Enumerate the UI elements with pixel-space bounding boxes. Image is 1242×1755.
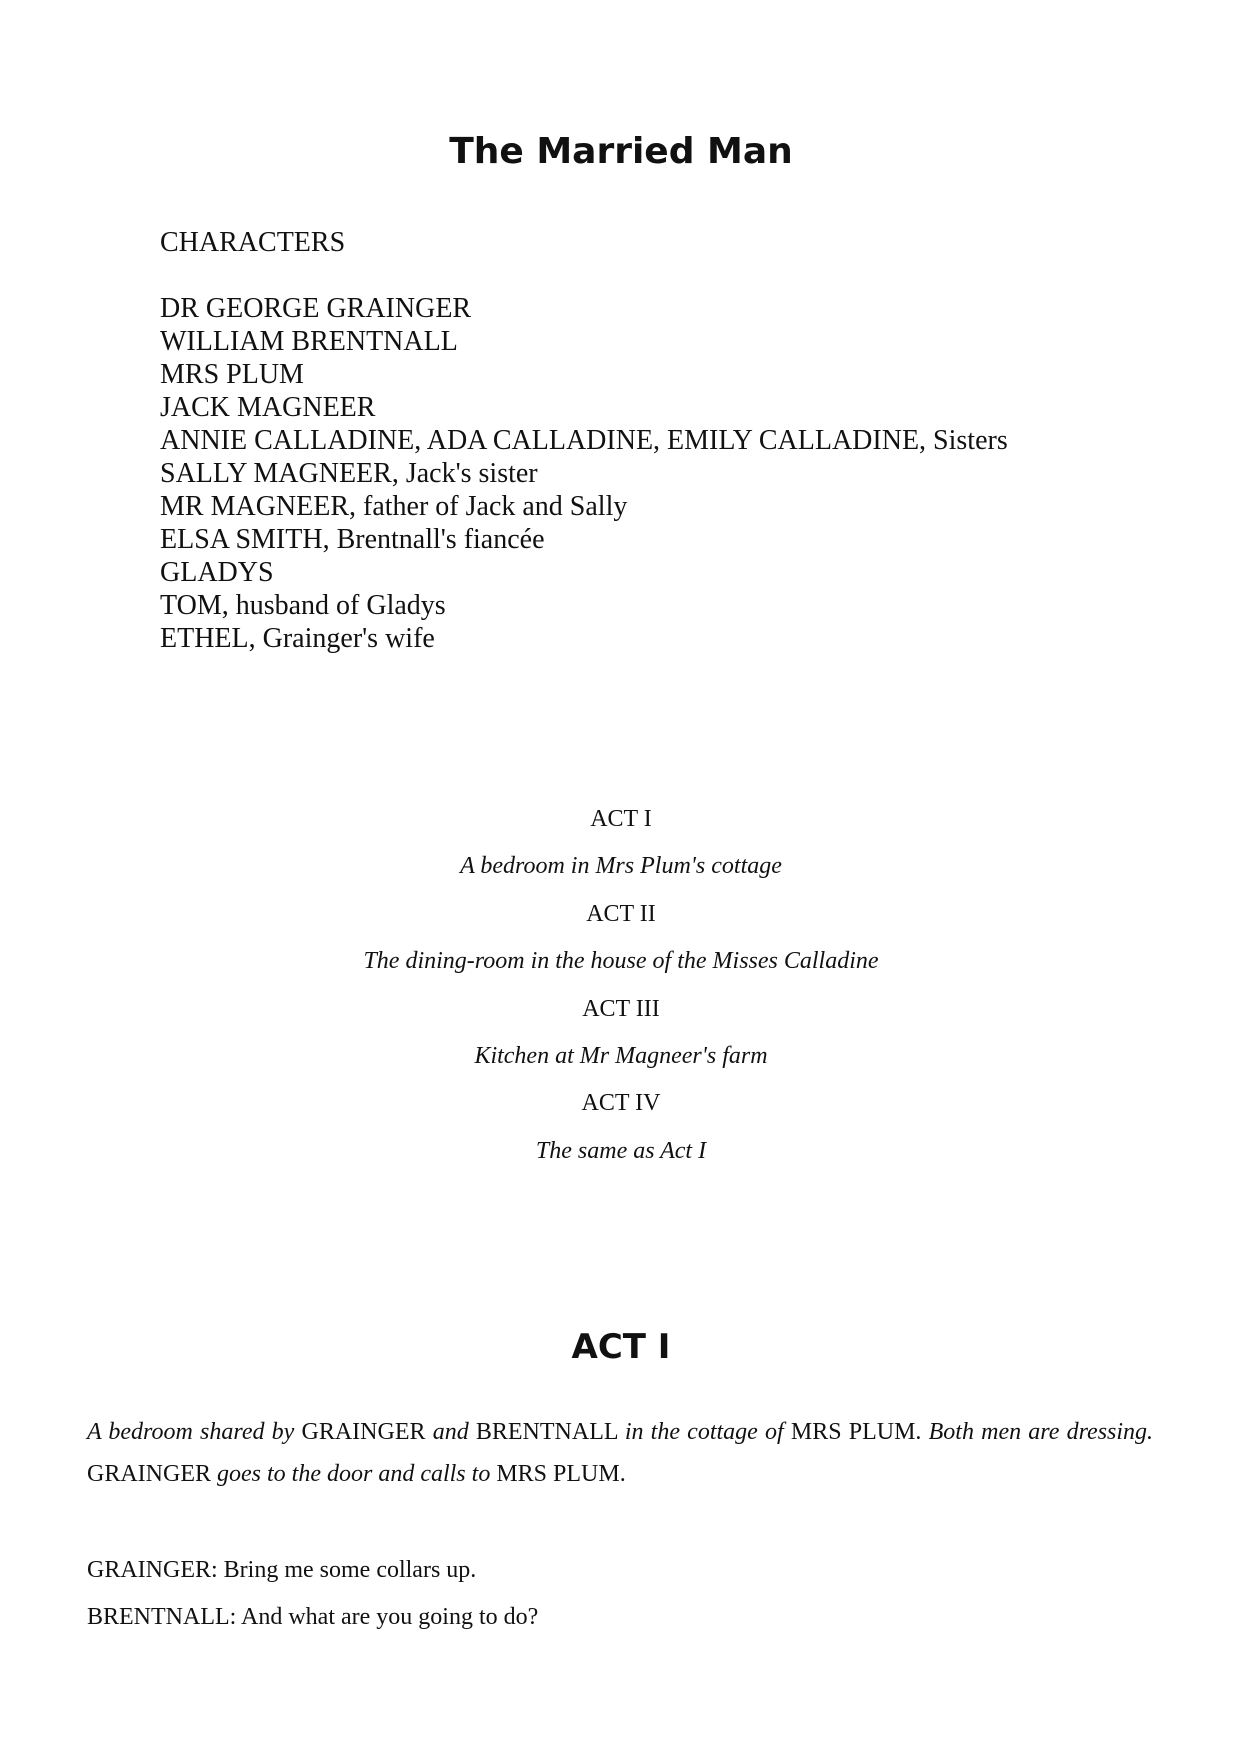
act-setting: The dining-room in the house of the Misses Calladine — [363, 948, 879, 975]
act-label: ACT III — [582, 995, 660, 1022]
dialogue-line: GRAINGER: Bring me some collars up. — [87, 1557, 477, 1583]
act-setting: A bedroom in Mrs Plum's cottage — [460, 853, 782, 880]
character-item: ETHEL, Grainger's wife — [160, 623, 435, 654]
character-name: BRENTNALL — [475, 1419, 618, 1445]
stage-direction-italic: and — [432, 1419, 469, 1445]
act-heading: ACT I — [571, 1327, 671, 1367]
character-name: GRAINGER — [87, 1461, 211, 1487]
stage-direction-italic: in the cottage of — [624, 1419, 784, 1445]
act-setting: Kitchen at Mr Magneer's farm — [474, 1043, 768, 1070]
act-setting: The same as Act I — [535, 1137, 707, 1164]
character-item: DR GEORGE GRAINGER — [160, 293, 472, 324]
character-item: GLADYS — [160, 557, 274, 588]
act-label: ACT IV — [581, 1090, 661, 1117]
dialogue-section — [87, 1547, 1153, 1641]
character-item: JACK MAGNEER — [160, 392, 376, 423]
character-item: TOM, husband of Gladys — [160, 590, 446, 621]
character-item: SALLY MAGNEER, Jack's sister — [160, 458, 538, 489]
character-name: MRS PLUM. — [790, 1419, 922, 1445]
character-item: MRS PLUM — [160, 359, 304, 390]
character-name: MRS PLUM. — [496, 1461, 626, 1487]
act-label: ACT II — [586, 900, 656, 927]
characters-section — [160, 226, 1160, 655]
characters-heading: CHARACTERS — [160, 227, 346, 258]
stage-direction — [87, 1411, 1153, 1495]
play-title: The Married Man — [449, 131, 793, 172]
dialogue-line: BRENTNALL: And what are you going to do? — [87, 1604, 539, 1630]
stage-direction-italic: goes to the door and calls to — [217, 1461, 491, 1487]
character-name: GRAINGER — [301, 1419, 426, 1445]
character-item: MR MAGNEER, father of Jack and Sally — [160, 491, 628, 522]
act-label: ACT I — [590, 806, 652, 832]
character-item: ANNIE CALLADINE, ADA CALLADINE, EMILY CALLADINE, Sisters — [160, 425, 1008, 456]
act-settings-list — [0, 796, 1242, 1175]
stage-direction-italic: A bedroom shared by — [87, 1419, 295, 1445]
character-item: ELSA SMITH, Brentnall's fiancée — [160, 524, 545, 555]
character-item: WILLIAM BRENTNALL — [160, 326, 458, 357]
stage-direction-italic: Both men are dressing. — [928, 1419, 1154, 1445]
character-list — [160, 292, 1160, 655]
